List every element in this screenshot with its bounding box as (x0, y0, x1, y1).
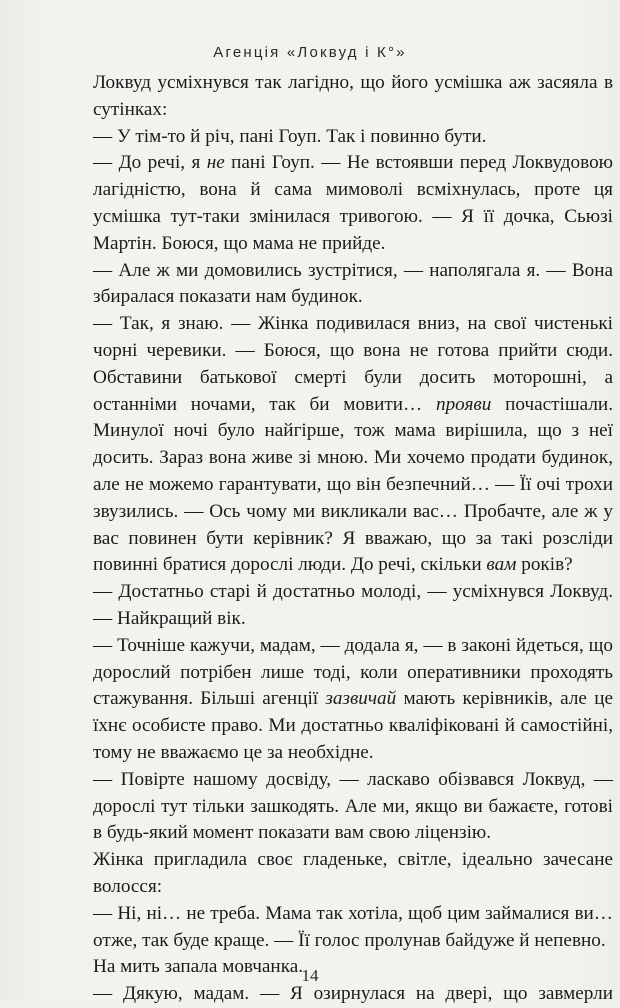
paragraph (93, 311, 613, 579)
text-run: — Так, я знаю. — Жінка подивилася вниз, на свої чистенькі чорні черевики. — Боюся, що вона не готова прийти сюди. Обставини батькової смерті були досить моторошні, а останніми ночами, так би мовити… (93, 313, 613, 415)
text-run: — Ні, ні… не треба. Мама так хотіла, щоб цим займалися ви… отже, так буде краще. — Її голос пролунав байдуже й непевно. (93, 902, 613, 951)
text-run: Жінка пригладила своє гладеньке, світле, ідеально зачесане волосся: (93, 849, 613, 897)
text-run: — У тім-то й річ, пані Гоуп. Так і повинно бути. (93, 125, 487, 147)
paragraph (93, 901, 613, 955)
text-run: пані Гоуп. — Не встоявши перед Локвудовою лагідністю, вона й сама мимоволі всміхнулась, проте ця усмішка тут-таки змінилася тривогою. — Я її дочка, Сьюзі Мартін. Боюся, що мама не прийде. (93, 152, 614, 254)
paragraph (93, 847, 613, 901)
text-run: — Але ж ми домовились зустрітися, — наполягала я. — Вона збиралася показати нам будинок. (93, 259, 613, 308)
paragraph (93, 258, 613, 312)
text-run: — До речі, я (93, 152, 207, 174)
text-run: — Повірте нашому досвіду, — ласкаво обізвався Локвуд, — дорослі тут тільки зашкодять. Але ми, якщо ви бажаєте, готові в будь-який момент показати вам свою ліцензію. (93, 768, 613, 844)
paragraph (93, 579, 613, 633)
text-run: — Дякую, мадам. — Я озирнулася на двері, що завмерли (93, 983, 613, 1005)
paragraph (93, 767, 613, 847)
italic-run: зазвичай (325, 688, 397, 710)
text-run: мають керівників, але це їхнє особисте право. Ми достатньо кваліфіковані й самостійні, тому не вважаємо це за необхідне. (93, 688, 613, 763)
text-run: Локвуд усміхнувся так лагідно, що його усмішка аж засяяла в сутінках: (93, 72, 613, 120)
italic-run: не (206, 152, 225, 174)
text-run: — Точніше кажучи, мадам, — додала я, — в законі йдеться, що дорослий потрібен лише тоді, коли оперативники проходять стажування. Більші агенції (93, 634, 613, 710)
italic-run: прояви (435, 393, 492, 415)
page-number: 14 (301, 966, 319, 985)
body-text (93, 70, 613, 1008)
paragraph (93, 70, 613, 124)
paragraph (93, 150, 613, 257)
text-run: — Достатньо старі й достатньо молоді, — усміхнувся Локвуд. — Найкращий вік. (93, 581, 613, 629)
text-run: років? (516, 554, 573, 576)
text-run: почастішали. Минулої ночі було найгірше, тож мама вирішила, що з неї досить. Зараз вона живе зі мною. Ми хочемо продати будинок, але не можемо гарантувати, що він безпечний… — Її очі трохи звузились. — Ось чому ми викликали вас… Пробачте, але ж у вас повинен бути керівник? Я вважаю, що за такі розсліди повинні братися дорослі люди. До речі, скільки (93, 393, 613, 576)
running-title: Агенція «Локвуд і К°» (213, 44, 407, 61)
paragraph (93, 633, 613, 767)
paragraph (93, 124, 613, 151)
italic-run: вам (486, 554, 517, 576)
text-run: На мить запала мовчанка. (93, 956, 304, 978)
